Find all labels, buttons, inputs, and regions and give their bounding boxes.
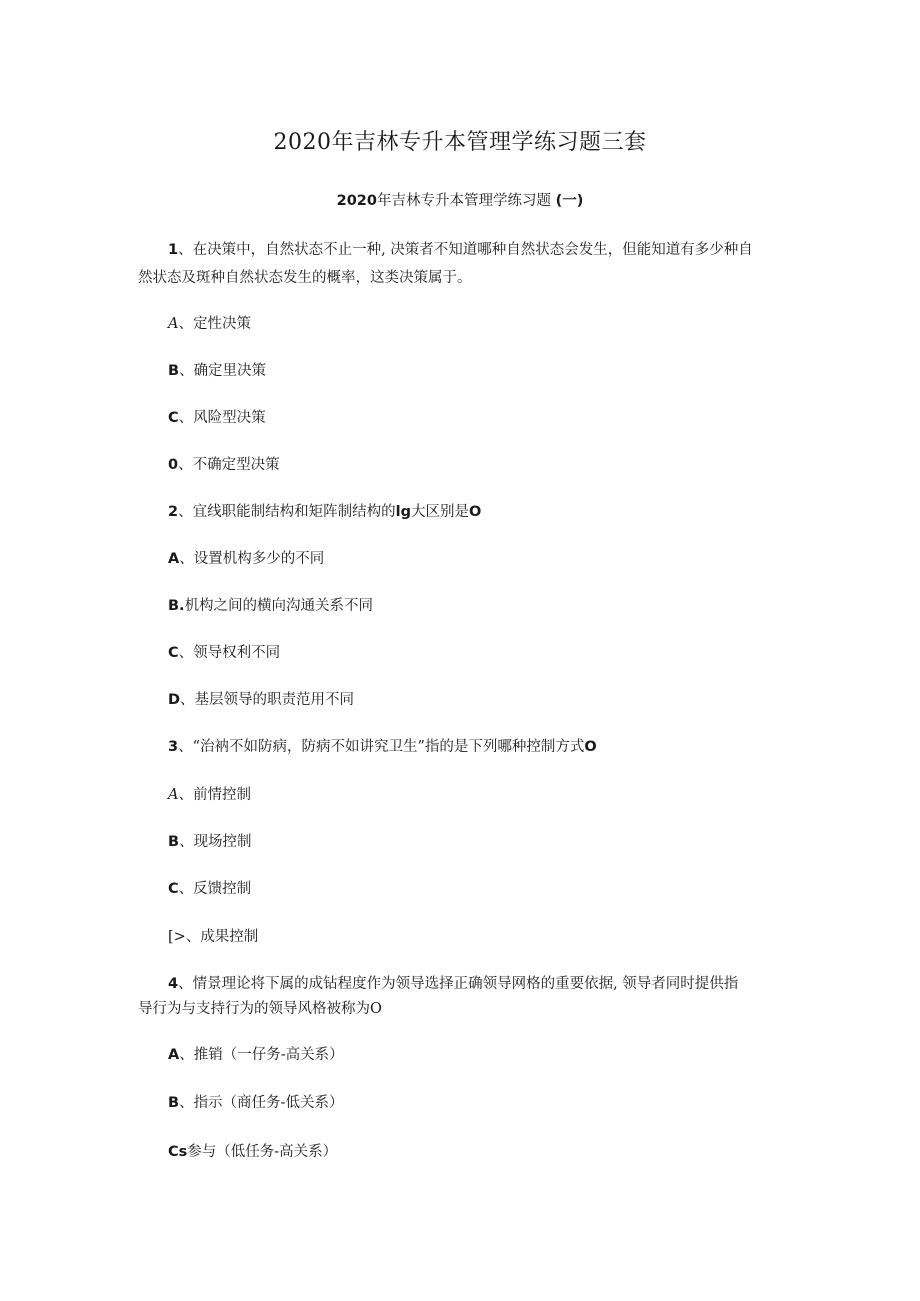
option-mark: A [168, 787, 179, 803]
option-separator: 、 [178, 645, 194, 661]
option-text: 定性决策 [192, 316, 251, 332]
option-text: 不确定型决策 [192, 457, 280, 473]
option-mark: A [168, 316, 179, 332]
option-mark: Cs [168, 1144, 188, 1160]
question-3-option-a [168, 783, 788, 807]
option-mark: C [168, 881, 179, 897]
option-text: 前情控制 [192, 787, 251, 803]
section-heading-number: (一) [555, 193, 584, 209]
question-number: 3 [168, 739, 179, 755]
question-4-option-a [168, 1043, 788, 1067]
question-separator: 、 [178, 504, 193, 520]
question-text: 在决策中，自然状态不止一种, 决策者不知道哪种自然状态会发生，但能知道有多少种自 [192, 242, 753, 258]
option-text: 参与（低任务-高关系） [187, 1144, 338, 1160]
option-separator: 、 [178, 457, 193, 473]
question-separator: 、 [178, 242, 193, 258]
question-separator: 、 [178, 976, 193, 992]
option-mark: A [168, 551, 180, 567]
question-text: 导行为与支持行为的领导风格被称为 [138, 1001, 370, 1017]
document-title: 2020年吉林专升本管理学练习题三套 [273, 130, 647, 155]
question-number: 2 [168, 504, 179, 520]
question-3-option-b [168, 830, 788, 854]
answer-blank-marker: O [468, 504, 482, 520]
option-text: 确定里决策 [193, 363, 267, 379]
option-mark: 0 [168, 457, 179, 473]
question-2-option-c [168, 641, 788, 665]
answer-blank-marker: O [584, 739, 597, 755]
question-1-line-1 [168, 238, 788, 262]
option-mark: D [168, 692, 181, 708]
question-1-option-d [168, 453, 788, 477]
question-text: 情景理论将下属的成钻程度作为领导选择正确领导网格的重要依据, 领导者同时提供指 [192, 976, 739, 992]
question-separator: 、 [178, 739, 193, 755]
section-heading [0, 190, 920, 212]
question-1-option-c [168, 406, 788, 430]
option-text: 推销（一仔务-高关系） [193, 1047, 344, 1063]
option-text: 设置机构多少的不同 [193, 551, 325, 567]
option-mark: B [168, 363, 180, 379]
option-separator: 、 [179, 551, 194, 567]
option-separator: 、 [179, 1095, 194, 1111]
question-3-option-d [168, 925, 788, 949]
option-text: 指示（商任务-低关系） [193, 1095, 344, 1111]
option-separator: 、 [179, 1047, 194, 1063]
option-mark: C [168, 410, 179, 426]
option-separator: 、 [185, 929, 201, 945]
option-text: 基层领导的职责范用不同 [194, 692, 355, 708]
question-number: 1 [168, 242, 179, 258]
option-mark: C [168, 645, 179, 661]
question-text-post: 大区别是 [410, 504, 469, 520]
option-mark: [> [168, 929, 186, 945]
option-separator: 、 [178, 881, 194, 897]
question-2-option-b [168, 594, 788, 618]
option-separator: 、 [180, 692, 195, 708]
section-heading-year: 2020 [336, 193, 377, 209]
question-1-option-a [168, 312, 788, 336]
question-text-bold: lg [395, 504, 411, 520]
option-mark: A [168, 1047, 180, 1063]
question-text: 宜线职能制结构和矩阵制结构的 [192, 504, 396, 520]
option-text: 领导权利不同 [193, 645, 281, 661]
option-separator: 、 [179, 363, 194, 379]
answer-blank-marker: O [370, 1001, 382, 1017]
question-text: “治衲不如防病，防病不如讲究卫生”指的是下列哪种控制方式 [192, 739, 585, 755]
option-text: 机构之间的横向沟通关系不同 [184, 598, 374, 614]
option-mark: B [168, 834, 180, 850]
option-mark: B [168, 1095, 180, 1111]
option-separator: 、 [178, 787, 193, 803]
question-4-line-2 [138, 997, 758, 1021]
question-1-option-b [168, 359, 788, 383]
question-3-option-c [168, 877, 788, 901]
option-separator: 、 [179, 834, 194, 850]
question-1-line-2: 然状态及斑种自然状态发生的概率，这类决策属于。 [138, 270, 472, 286]
section-heading-text: 年吉林专升本管理学练习题 [376, 193, 551, 209]
option-text: 反馈控制 [193, 881, 252, 897]
option-text: 现场控制 [193, 834, 252, 850]
question-2-line-1 [168, 500, 788, 524]
option-mark: B. [168, 598, 185, 614]
question-4-option-b [168, 1091, 788, 1115]
option-separator: 、 [178, 410, 194, 426]
question-3-line-1 [168, 735, 788, 759]
question-2-option-a [168, 547, 788, 571]
option-text: 风险型决策 [193, 410, 266, 426]
question-number: 4 [168, 976, 179, 992]
question-2-option-d [168, 688, 788, 712]
option-separator: 、 [178, 316, 193, 332]
question-4-line-1 [168, 972, 788, 996]
option-text: 成果控制 [200, 929, 259, 945]
question-4-option-c [168, 1140, 788, 1164]
